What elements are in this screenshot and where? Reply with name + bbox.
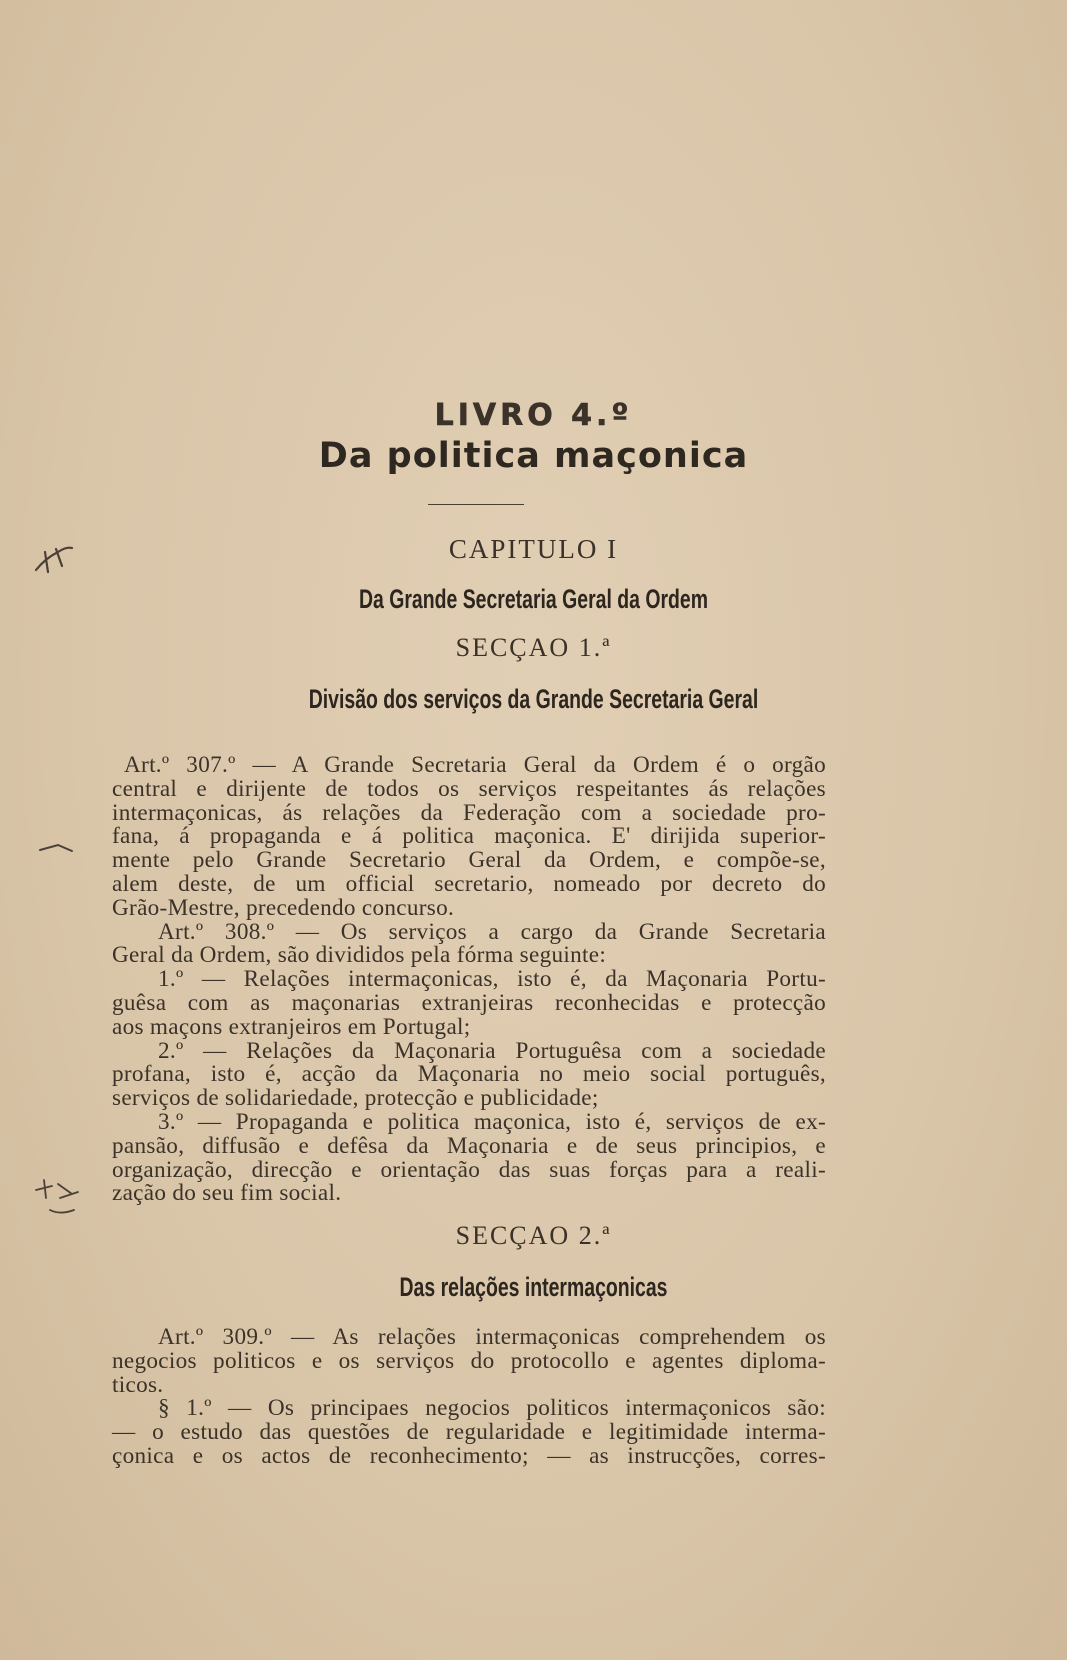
chapter-label: CAPITULO I	[448, 534, 619, 564]
text-line: aos maçons extranjeiros em Portugal;	[112, 1013, 471, 1040]
text-line: Art.º 307.º — A Grande Secretaria Geral da Ordem é o orgão	[124, 752, 826, 778]
section-2-heading: Das relações intermaçonicas	[399, 1272, 668, 1302]
text-line: guêsa com as maçonarias extranjeiras reconhecidas e protecção	[112, 989, 826, 1016]
section-2-label: SECÇAO 2.ª	[455, 1221, 612, 1250]
book-number: LIVRO 4.º	[434, 398, 633, 433]
text-line: Art.º 309.º — As relações intermaçonicas comprehendem os	[158, 1324, 826, 1350]
text-line: Grão-Mestre, precedendo concurso.	[112, 894, 455, 921]
text-line: central e dirijente de todos os serviços respeitantes ás relações	[112, 775, 826, 802]
text-line: mente pelo Grande Secretario Geral da Ordem, e compõe-se,	[112, 847, 826, 874]
text-line: profana, isto é, acção da Maçonaria no meio social português,	[112, 1061, 826, 1088]
title-divider	[428, 504, 524, 505]
text-line: serviços de solidariedade, protecção e publicidade;	[112, 1085, 599, 1112]
book-title: Da politica maçonica	[318, 436, 749, 476]
text-line: organização, direcção e orientação das suas forças para a reali-	[112, 1156, 826, 1183]
text-line: çonica e os actos de reconhecimento; — as instrucções, corres-	[112, 1442, 826, 1469]
text-line: 3.º — Propaganda e politica maçonica, isto é, serviços de ex-	[158, 1108, 826, 1135]
section-2-body	[112, 1326, 826, 1469]
text-line: 1.º — Relações intermaçonicas, isto é, da Maçonaria Portu-	[158, 966, 826, 993]
section-1-label: SECÇAO 1.ª	[455, 633, 612, 662]
text-line: intermaçonicas, ás relações da Federação com a sociedade pro-	[112, 799, 826, 826]
text-line: negocios politicos e os serviços do protocollo e agentes diploma-	[112, 1347, 826, 1374]
chapter-heading: Da Grande Secretaria Geral da Ordem	[358, 584, 708, 614]
text-line: 2.º — Relações da Maçonaria Portuguêsa com a sociedade	[158, 1037, 826, 1064]
text-line: Art.º 308.º — Os serviços a cargo da Grande Secretaria	[158, 918, 826, 945]
section-1-heading: Divisão dos serviços da Grande Secretaria Geral	[308, 684, 759, 714]
text-line: Geral da Ordem, são divididos pela fórma seguinte:	[112, 942, 607, 969]
section-1-body	[112, 754, 826, 1206]
text-line: § 1.º — Os principaes negocios politicos intermaçonicos são:	[158, 1395, 826, 1422]
text-line: zação do seu fim social.	[112, 1180, 342, 1207]
text-line: ticos.	[112, 1371, 164, 1398]
text-line: alem deste, de um official secretario, nomeado por decreto do	[112, 870, 826, 897]
text-line: — o estudo das questões de regularidade e legitimidade interma-	[112, 1419, 826, 1446]
text-line: fana, á propaganda e á politica maçonica. E' dirijida superior-	[112, 823, 826, 850]
text-line: pansão, diffusão e defêsa da Maçonaria e de seus principios, e	[112, 1132, 826, 1159]
